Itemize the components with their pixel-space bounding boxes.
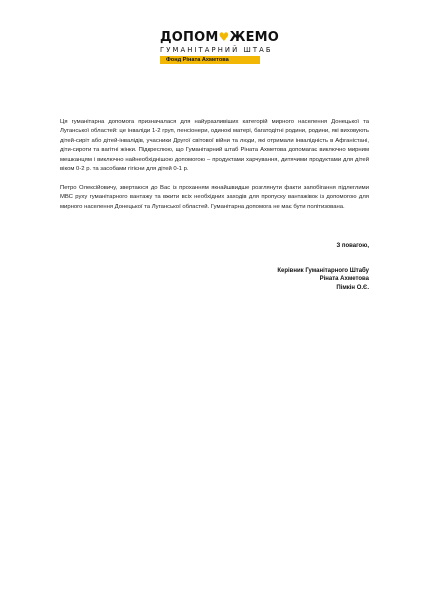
signature-greeting: З повагою, [336, 243, 369, 249]
logo-title-part2: ЖЕМО [229, 30, 280, 45]
logo-title-part1: ДОПОМ [160, 30, 219, 45]
signature-position: Керівник Гуманітарного Штабу [277, 268, 369, 274]
heart-icon: ♥ [218, 30, 230, 44]
logo-subtitle: ГУМАНІТАРНИЙ ШТАБ [160, 46, 273, 54]
body-paragraph-1: Ця гуманітарна допомога призначалася для найуразливіших категорій мирного населення Донецької та Луганської областей: це інваліди 1-2 груп, пенсіонери, одинокі матері, багатодітні родини, родини, які виховують дітей-сиріт або дітей-інвалідів, учасники Другої світової війни та люди, які отримали інвалідність в Афганістані, діти-сироти та вагітні жінки. Підкреслюю, що Гуманітарний штаб Ріната Ахметова допомагає виключно мирним мешканцям і виключно найнеобхіднішою допомогою – продуктами харчування, дитячими продуктами для дітей віком 0-2 р. та засобами гігієни для дітей 0-1 р. [60, 119, 369, 173]
logo-fund-label: Фонд Ріната Ахметова [160, 56, 260, 64]
logo-title [160, 30, 280, 45]
signature-block [277, 267, 369, 292]
body-paragraph-2: Петро Олексійовичу, звертаюся до Вас із проханням якнайшвидше розглянути факти запобігання підлеглими МВС руху гуманітарного вантажу та вжити всіх необхідних заходів для пропуску вантажівок із допомогою для мирного населення Донецької та Луганської областей. Гуманітарна допомога не має бути політизована. [60, 185, 369, 210]
logo [160, 30, 280, 64]
signature-name: Пімкін О.Є. [336, 284, 369, 291]
signature-organization: Ріната Ахметова [319, 276, 369, 283]
